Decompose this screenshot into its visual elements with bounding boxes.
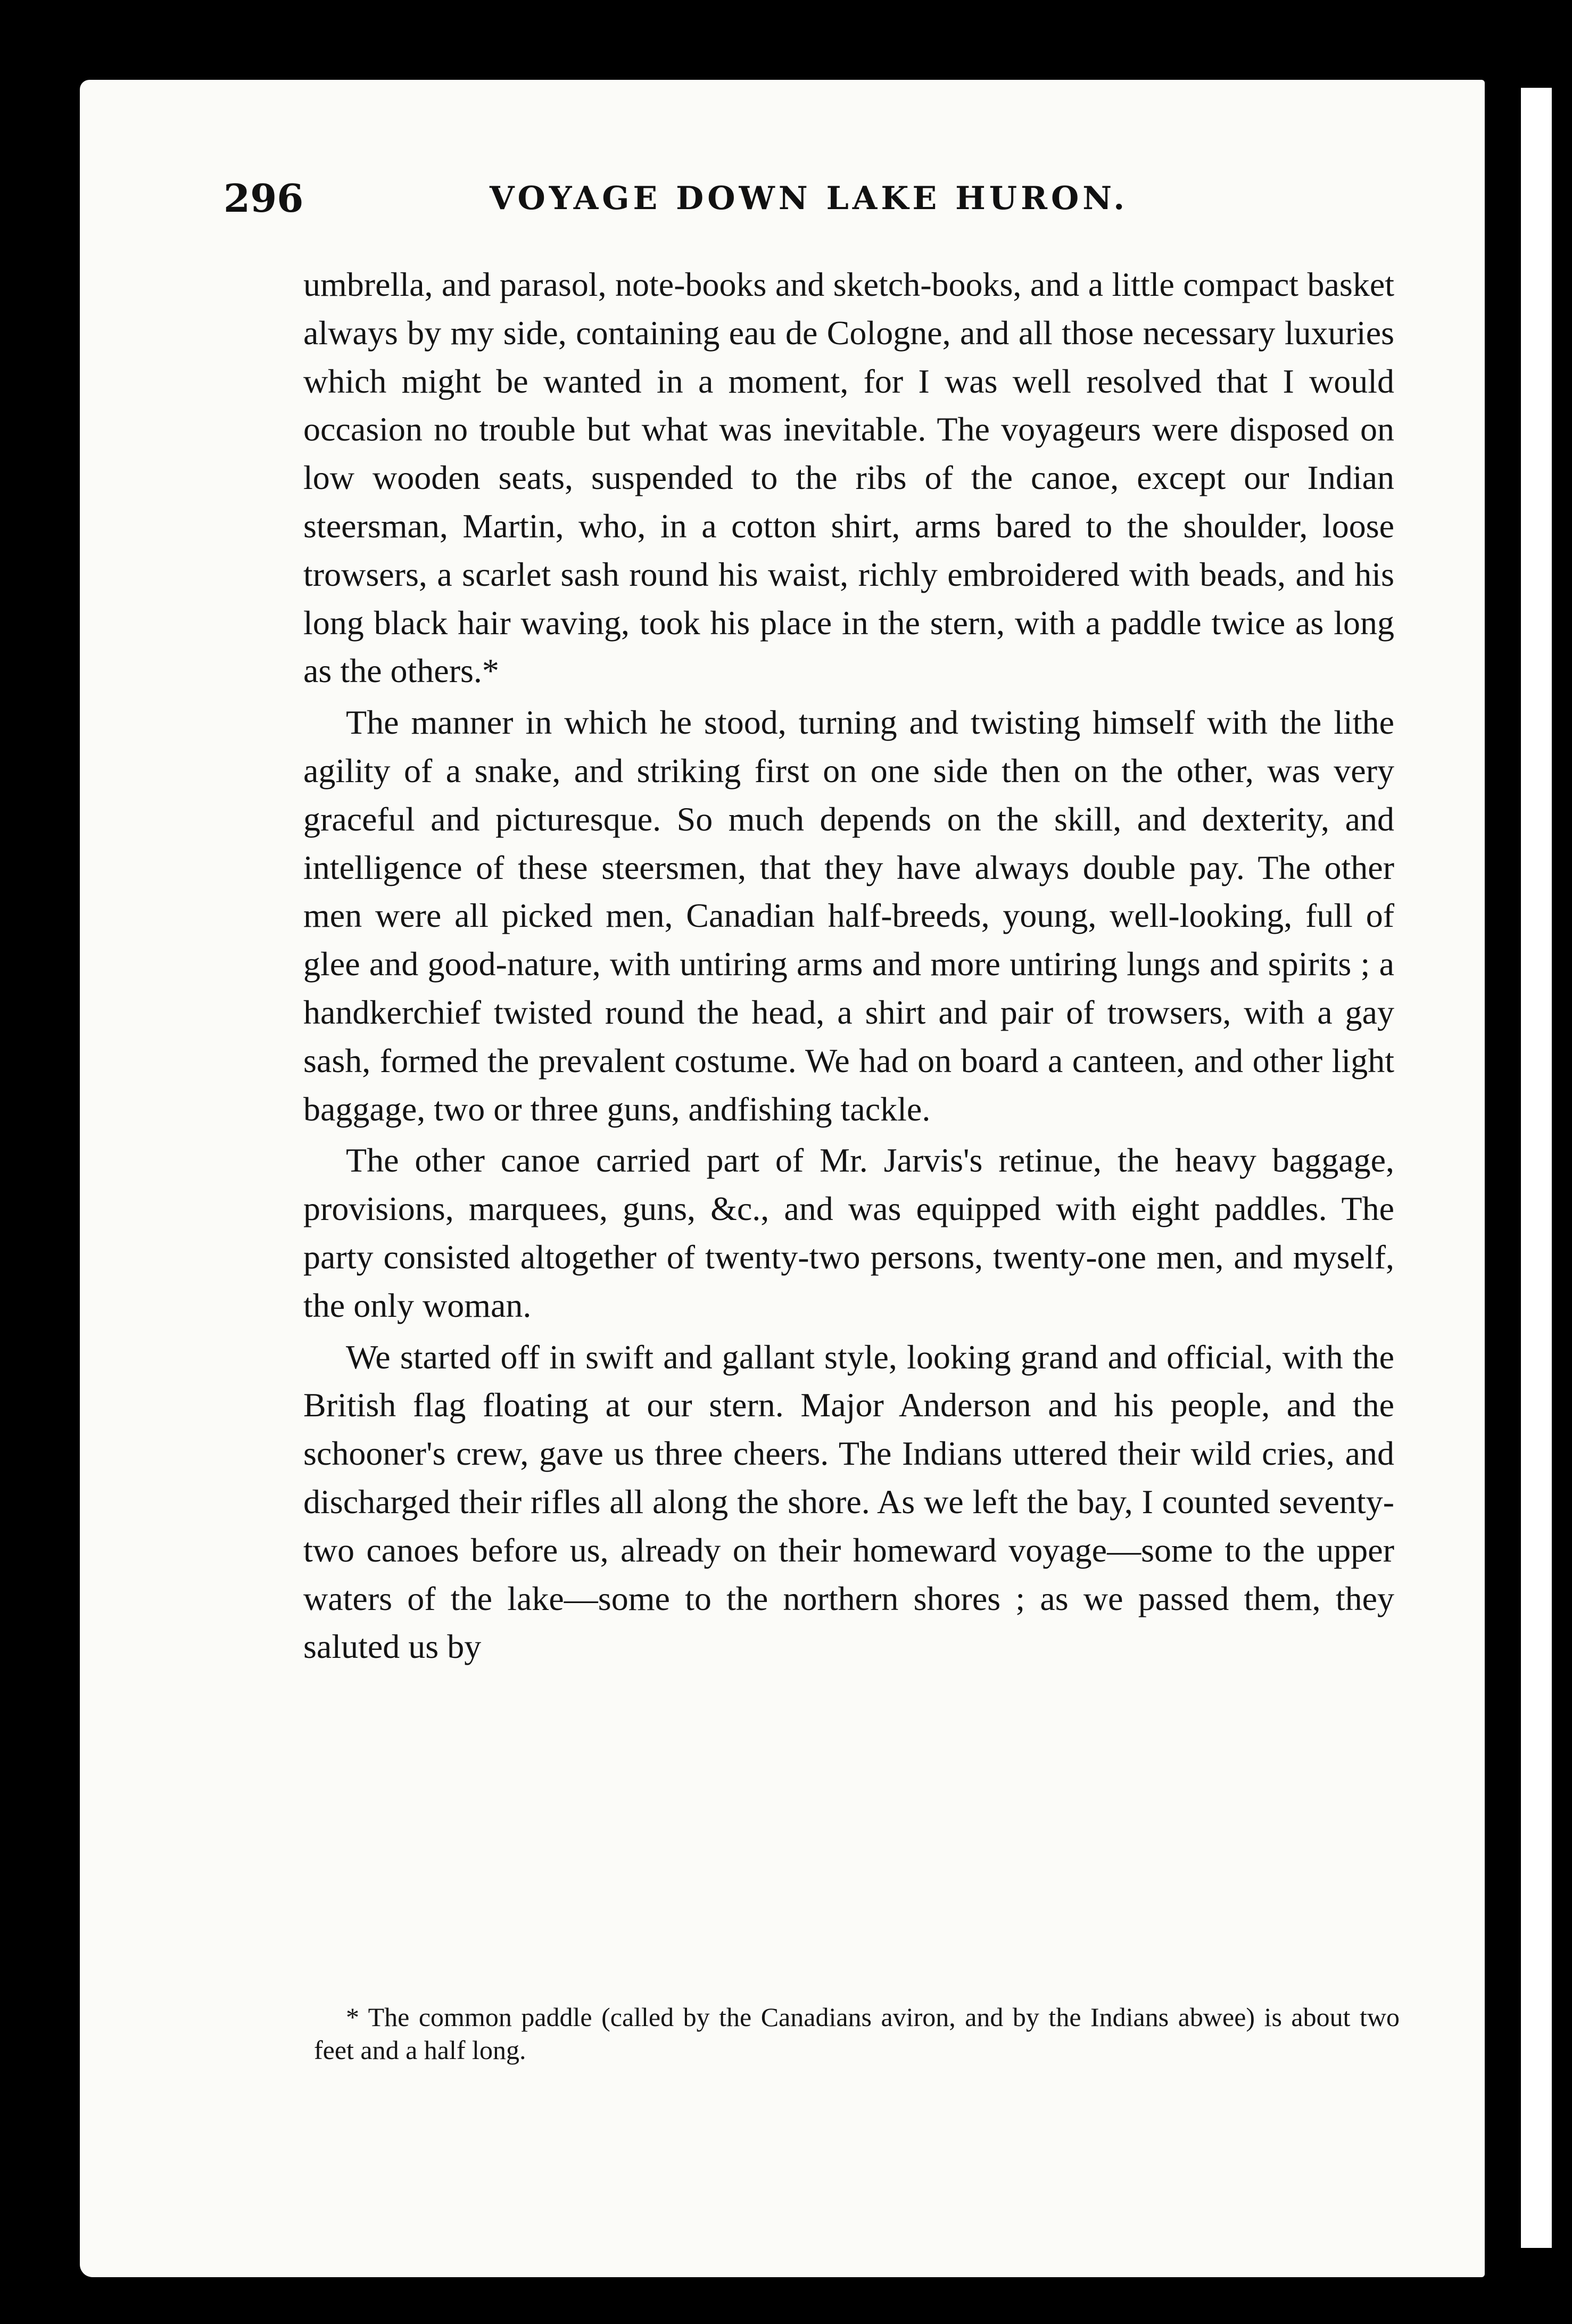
paragraph: The other canoe carried part of Mr. Jarvis's retinue, the heavy baggage, provisions, marquees, guns, &c., and was equipped with eight paddles. The party consisted altogether of twenty-two persons, twenty-one men, and myself, the only woman. — [303, 1141, 1394, 1324]
body-text — [303, 261, 1394, 1671]
paragraph: The manner in which he stood, turning and twisting himself with the lithe agility of a snake, and striking first on one side then on the other, was very graceful and picturesque. So much depends on the skill, and dexterity, and intelligence of these steersmen, that they have always double pay. The other men were all picked men, Canadian half-breeds, young, well-looking, full of glee and good-nature, with untiring arms and more untiring lungs and spirits ; a handkerchief twisted round the head, a shirt and pair of trowsers, with a gay sash, formed the prevalent costume. We had on board a canteen, and other light baggage, two or three guns, andfishing tackle. — [303, 703, 1394, 1128]
paragraph-continued: umbrella, and parasol, note-books and sketch-books, and a little compact basket always by my side, containing eau de Cologne, and all those necessary luxuries which might be wanted in a moment, for I was well resolved that I would occasion no trouble but what was inevitable. The voyageurs were disposed on low wooden seats, suspended to the ribs of the canoe, except our Indian steersman, Martin, who, in a cotton shirt, arms bared to the shoulder, loose trowsers, a scarlet sash round his waist, richly embroidered with beads, and his long black hair waving, took his place in the stern, with a paddle twice as long as the others.* — [303, 265, 1394, 690]
adjacent-page-edge — [1521, 88, 1552, 2248]
footnote: * The common paddle (called by the Canadians aviron, and by the Indians abwee) is about two feet and a half long. — [314, 2002, 1400, 2065]
paragraph: We started off in swift and gallant style, looking grand and official, with the British flag floating at our stern. Major Anderson and his people, and the schooner's crew, gave us three cheers. The Indians uttered their wild cries, and discharged their rifles all along the shore. As we left the bay, I counted seventy-two canoes before us, already on their homeward voyage—some to the upper waters of the lake—some to the northern shores ; as we passed them, they saluted us by — [303, 1338, 1394, 1666]
page-header — [224, 176, 1405, 229]
running-title: VOYAGE DOWN LAKE HURON. — [490, 180, 1129, 217]
page-number: 296 — [224, 176, 304, 221]
